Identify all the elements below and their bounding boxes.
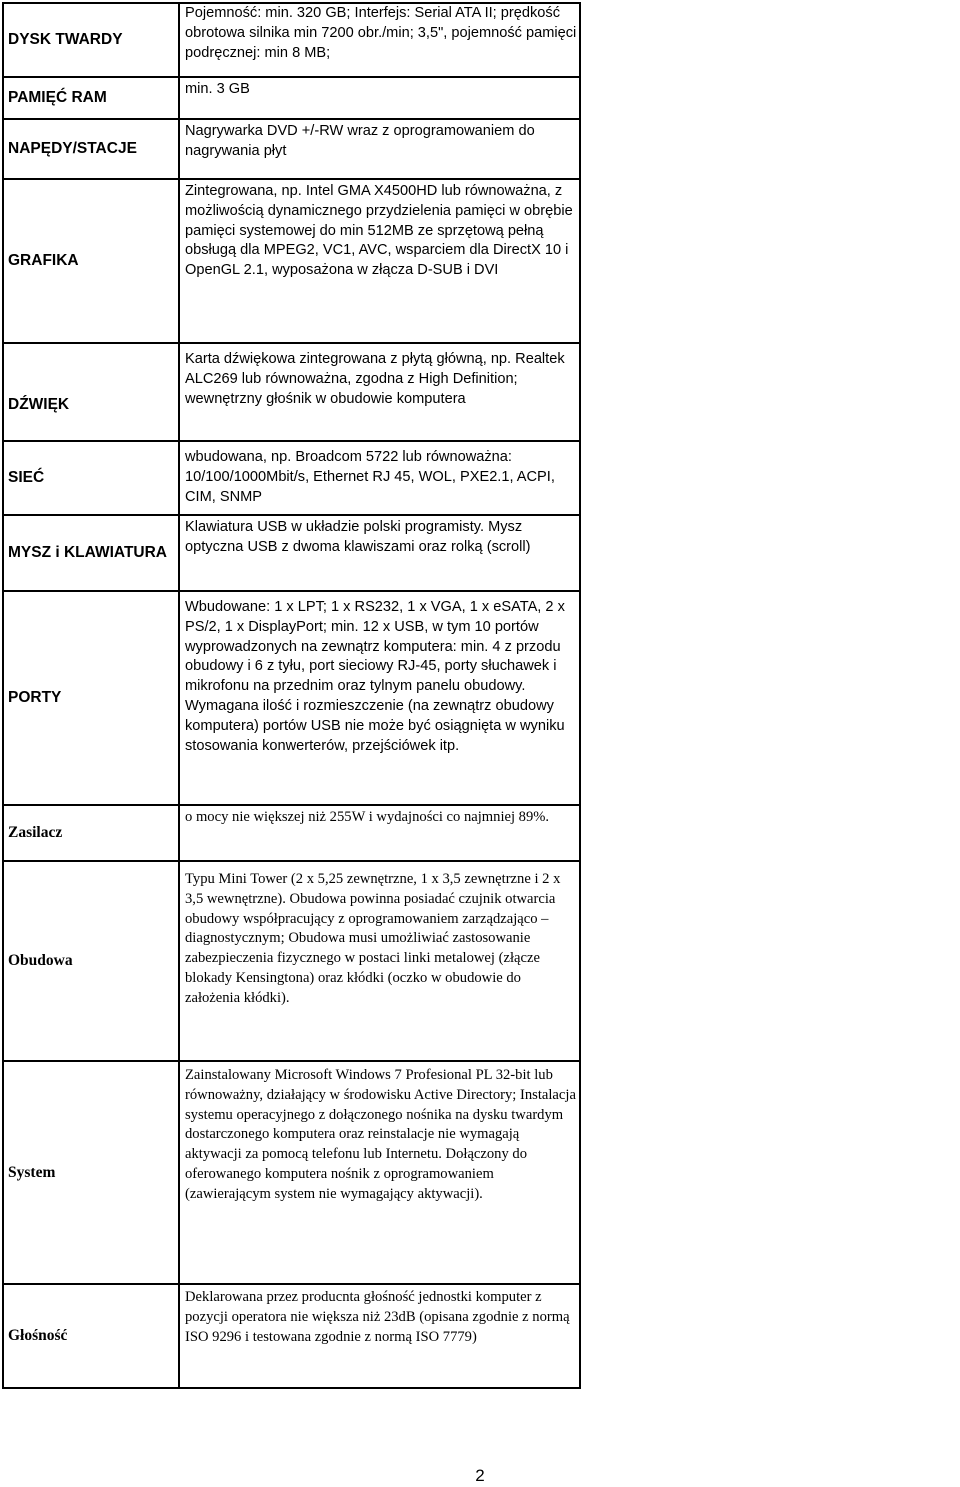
row-value-text: Typu Mini Tower (2 x 5,25 zewnętrzne, 1 x 3,5 zewnętrzne i 2 x 3,5 wewnętrzne). Obudowa powinna posiadać czujnik otwarcia obudowy współpracujący z oprogramowaniem zarządzająco – diagnostycznym; Obudowa musi umożliwiać zastosowanie zabezpieczenia fizycznego w postaci linki metalowej (złącze blokady Kensingtona) oraz kłódki (oczko w obudowie do założenia kłódki). — [185, 871, 561, 1006]
row-value-text: Zainstalowany Microsoft Windows 7 Profesional PL 32-bit lub równoważny, działający w środowisku Active Directory; Instalacja systemu operacyjnego z dołączonego nośnika na dysku twardym dostarczonego komputera oraz reinstalacje nie wymagają aktywacji za pomocą telefonu lub Internetu. Dołączony do oferowanego komputera nośnik z oprogramowaniem (zawierającym system nie wymagający aktywacji). — [185, 1067, 576, 1202]
row-label: Obudowa — [3, 861, 179, 1061]
row-label: SIEĆ — [3, 441, 179, 515]
row-value — [179, 119, 580, 179]
empty-cell — [580, 805, 959, 861]
table-row — [3, 77, 959, 119]
empty-cell — [580, 119, 959, 179]
table-row — [3, 1061, 959, 1284]
row-value-text: o mocy nie większej niż 255W i wydajności co najmniej 89%. — [185, 809, 550, 825]
row-label: NAPĘDY/STACJE — [3, 119, 179, 179]
table-row — [3, 3, 959, 77]
row-value — [179, 1061, 580, 1284]
table-row — [3, 343, 959, 441]
row-value — [179, 591, 580, 805]
empty-cell — [580, 343, 959, 441]
page-number: 2 — [475, 1466, 485, 1485]
empty-cell — [580, 77, 959, 119]
row-label: DŹWIĘK — [3, 343, 179, 441]
empty-cell — [580, 3, 959, 77]
empty-cell — [580, 861, 959, 1061]
row-label: System — [3, 1061, 179, 1284]
table-row — [3, 515, 959, 591]
row-value-text: wbudowana, np. Broadcom 5722 lub równoważna: 10/100/1000Mbit/s, Ethernet RJ 45, WOL, PXE2.1, ACPI, CIM, SNMP — [185, 449, 555, 505]
specification-table — [2, 2, 959, 1389]
row-label: Głośność — [3, 1284, 179, 1388]
row-value-text: Klawiatura USB w układzie polski programisty. Mysz optyczna USB z dwoma klawiszami oraz rolką (scroll) — [185, 519, 531, 555]
table-row — [3, 179, 959, 343]
row-value-text: Wbudowane: 1 x LPT; 1 x RS232, 1 x VGA, 1 x eSATA, 2 x PS/2, 1 x DisplayPort; min. 12 x USB, w tym 10 portów wyprowadzonych na zewnątrz komputera: min. 4 z przodu obudowy i 6 z tyłu, port sieciowy RJ-45, porty słuchawek i mikrofonu na przednim oraz tylnym panelu obudowy. Wymagana ilość i rozmieszczenie (na zewnątrz obudowy komputera) portów USB nie może być osiągnięta w wyniku stosowania konwerterów, przejściówek itp. — [185, 599, 565, 754]
table-row — [3, 805, 959, 861]
row-value — [179, 3, 580, 77]
empty-cell — [580, 179, 959, 343]
empty-cell — [580, 1284, 959, 1388]
empty-cell — [580, 515, 959, 591]
row-label: GRAFIKA — [3, 179, 179, 343]
table-row — [3, 1284, 959, 1388]
row-label: MYSZ i KLAWIATURA — [3, 515, 179, 591]
row-value-text: Karta dźwiękowa zintegrowana z płytą główną, np. Realtek ALC269 lub równoważna, zgodna z High Definition; wewnętrzny głośnik w obudowie komputera — [185, 351, 565, 407]
table-row — [3, 441, 959, 515]
row-value-text: Deklarowana przez producnta głośność jednostki komputer z pozycji operatora nie większa niż 23dB (opisana zgodnie z normą ISO 9296 i testowana zgodnie z normą ISO 7779) — [185, 1289, 570, 1345]
row-label: DYSK TWARDY — [3, 3, 179, 77]
row-value-text: Nagrywarka DVD +/-RW wraz z oprogramowaniem do nagrywania płyt — [185, 123, 535, 159]
row-value-text: Pojemność: min. 320 GB; Interfejs: Serial ATA II; prędkość obrotowa silnika min 7200 obr./min; 3,5", pojemność pamięci podręcznej: min 8 MB; — [185, 5, 577, 61]
row-value — [179, 1284, 580, 1388]
table-row — [3, 591, 959, 805]
row-value — [179, 441, 580, 515]
row-label: Zasilacz — [3, 805, 179, 861]
row-label: PORTY — [3, 591, 179, 805]
table-row — [3, 119, 959, 179]
empty-cell — [580, 1061, 959, 1284]
empty-cell — [580, 441, 959, 515]
row-value-text: min. 3 GB — [185, 81, 250, 97]
row-value — [179, 77, 580, 119]
row-value — [179, 515, 580, 591]
empty-cell — [580, 591, 959, 805]
row-value-text: Zintegrowana, np. Intel GMA X4500HD lub równoważna, z możliwością dynamicznego przydzielenia pamięci w obrębie pamięci systemowej do min 512MB ze sprzętową pełną obsługą dla MPEG2, VC1, AVC, wsparciem dla DirectX 10 i OpenGL 2.1, wyposażona w złącza D-SUB i DVI — [185, 183, 573, 279]
row-value — [179, 343, 580, 441]
row-value — [179, 805, 580, 861]
table-row — [3, 861, 959, 1061]
row-label: PAMIĘĆ RAM — [3, 77, 179, 119]
row-value — [179, 179, 580, 343]
row-value — [179, 861, 580, 1061]
